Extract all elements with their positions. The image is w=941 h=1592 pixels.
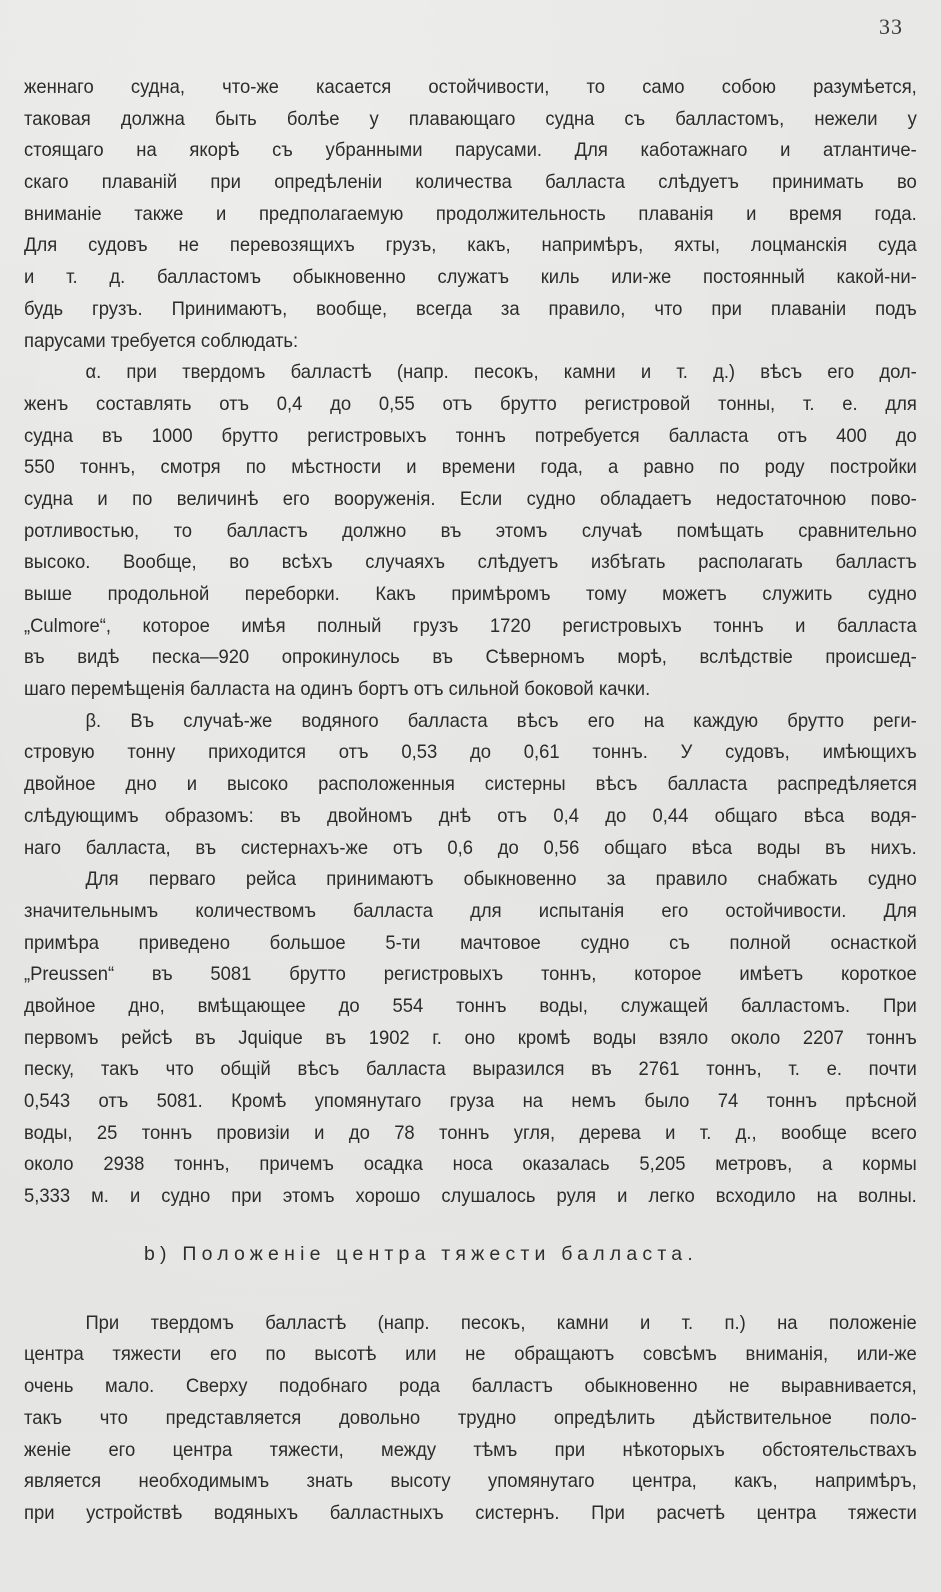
section-heading: b) Положенiе центра тяжести балласта. [144, 1242, 698, 1265]
paragraph-first-voyage [24, 864, 917, 1213]
text-line: въ видѣ песка—920 опрокинулось въ Сѣверномъ морѣ, вслѣдствiе происшед- [24, 647, 917, 669]
text-line: высоко. Вообще, во всѣхъ случаяхъ слѣдуетъ избѣгать располагать балластъ [24, 552, 917, 574]
text-line: воды, 25 тоннъ провизiи и до 78 тоннъ угля, дерева и т. д., вообще всего [24, 1122, 917, 1144]
page-number: 33 [879, 14, 903, 39]
text-line: наго балласта, въ систернахъ-же отъ 0,6 до 0,56 общаго вѣса воды въ нихъ. [24, 837, 917, 859]
text-line: центра тяжести его по высотѣ или не обращаютъ совсѣмъ вниманiя, или-же [24, 1344, 917, 1366]
text-line: песку, такъ что общiй вѣсъ балласта выразился въ 2761 тоннъ, т. е. почти [24, 1059, 917, 1081]
text-line: Для судовъ не перевозящихъ грузъ, какъ, напримѣръ, яхты, лоцманскiя суда [24, 235, 917, 257]
text-line: примѣра приведено большое 5-ти мачтовое судно съ полной оснасткой [24, 932, 917, 954]
section-heading-block [24, 1213, 917, 1308]
text-line: первомъ рейсѣ въ Jquique въ 1902 г. оно кромѣ воды взяло около 2207 тоннъ [24, 1027, 917, 1049]
text-line: двойное дно и высоко расположенныя систерны вѣсъ балласта распредѣляется [24, 774, 917, 796]
text-line: „Culmore“, которое имѣя полный грузъ 1720 регистровыхъ тоннъ и балласта [24, 615, 917, 637]
text-line: „Preussen“ въ 5081 брутто регистровыхъ тоннъ, которое имѣетъ короткое [24, 964, 917, 986]
text-line: ротливостью, то балластъ должно въ этомъ случаѣ помѣщать сравнительно [24, 520, 917, 542]
text-line: судна въ 1000 брутто регистровыхъ тоннъ потребуется балласта отъ 400 до [24, 425, 917, 447]
text-line: стоящаго на якорѣ съ убранными парусами. Для каботажнаго и атлантиче- [24, 140, 917, 162]
text-line: при устройствѣ водяныхъ балластныхъ систернъ. При расчетѣ центра тяжести [24, 1502, 917, 1524]
text-line: β. Въ случаѣ-же водяного балласта вѣсъ его на каждую брутто реги- [85, 710, 917, 732]
text-line: женъ составлять отъ 0,4 до 0,55 отъ брутто регистровой тонны, т. е. для [24, 393, 917, 415]
text-line: около 2938 тоннъ, причемъ осадка носа оказалась 5,205 метровъ, а кормы [24, 1154, 917, 1176]
text-line: будь грузъ. Принимаютъ, вообще, всегда за правило, что при плаванiи подъ [24, 298, 917, 320]
text-line: выше продольной переборки. Какъ примѣромъ тому можетъ служить судно [24, 584, 917, 605]
text-line: парусами требуется соблюдать: [24, 330, 299, 352]
text-line: очень мало. Сверху подобнаго рода балластъ обыкновенно не выравнивается, [24, 1376, 917, 1398]
text-line: α. при твердомъ балластѣ (напр. песокъ, камни и т. д.) вѣсъ его дол- [85, 362, 917, 384]
text-line: скаго плаванiй при опредѣленiи количества балласта слѣдуетъ принимать во [24, 172, 917, 194]
text-line: женнаго судна, что-же касается остойчивости, то само собою разумѣется, [24, 77, 917, 98]
text-line: является необходимымъ знать высоту упомянутаго центра, какъ, напримѣръ, [24, 1471, 917, 1493]
text-line: таковая должна быть болѣе у плавающаго судна съ балластомъ, нежели у [24, 108, 917, 130]
list-item-beta-water-ballast [24, 706, 917, 864]
text-line: и т. д. балластомъ обыкновенно служатъ киль или-же постоянный какой-ни- [24, 267, 917, 289]
text-line: 0,543 отъ 5081. Кромѣ упомянутаго груза на немъ было 74 тоннъ прѣсной [24, 1091, 917, 1112]
text-line: Для перваго рейса принимаютъ обыкновенно за правило снабжать судно [85, 869, 917, 891]
text-line: женiе его центра тяжести, между тѣмъ при нѣкоторыхъ обстоятельствахъ [24, 1439, 917, 1461]
text-line: стровую тонну приходится отъ 0,53 до 0,61 тоннъ. У судовъ, имѣющихъ [24, 742, 917, 764]
text-line: двойное дно, вмѣщающее до 554 тоннъ воды, служащей балластомъ. При [24, 995, 917, 1017]
text-line: 5,333 м. и судно при этомъ хорошо слушалось руля и легко всходило на волны. [24, 1186, 917, 1208]
list-item-alpha-solid-ballast [24, 357, 917, 706]
text-line: судна и по величинѣ его вооруженiя. Если судно обладаетъ недостаточною пово- [24, 488, 917, 510]
text-line: 550 тоннъ, смотря по мѣстности и времени года, а равно по роду постройки [24, 457, 917, 479]
page-body [24, 72, 917, 1530]
text-line: значительнымъ количествомъ балласта для испытанiя его остойчивости. Для [24, 900, 917, 922]
paragraph-center-of-gravity [24, 1308, 917, 1530]
text-line: шаго перемѣщенiя балласта на одинъ бортъ отъ сильной боковой качки. [24, 679, 651, 701]
text-line: слѣдующимъ образомъ: въ двойномъ днѣ отъ 0,4 до 0,44 общаго вѣса водя- [24, 805, 917, 827]
text-line: вниманiе также и предполагаемую продолжительность плаванiя и время года. [24, 203, 917, 225]
paragraph-stability [24, 72, 917, 357]
text-line: такъ что представляется довольно трудно опредѣлить дѣйствительное поло- [24, 1407, 917, 1429]
text-line: При твердомъ балластѣ (напр. песокъ, камни и т. п.) на положенiе [85, 1312, 917, 1334]
